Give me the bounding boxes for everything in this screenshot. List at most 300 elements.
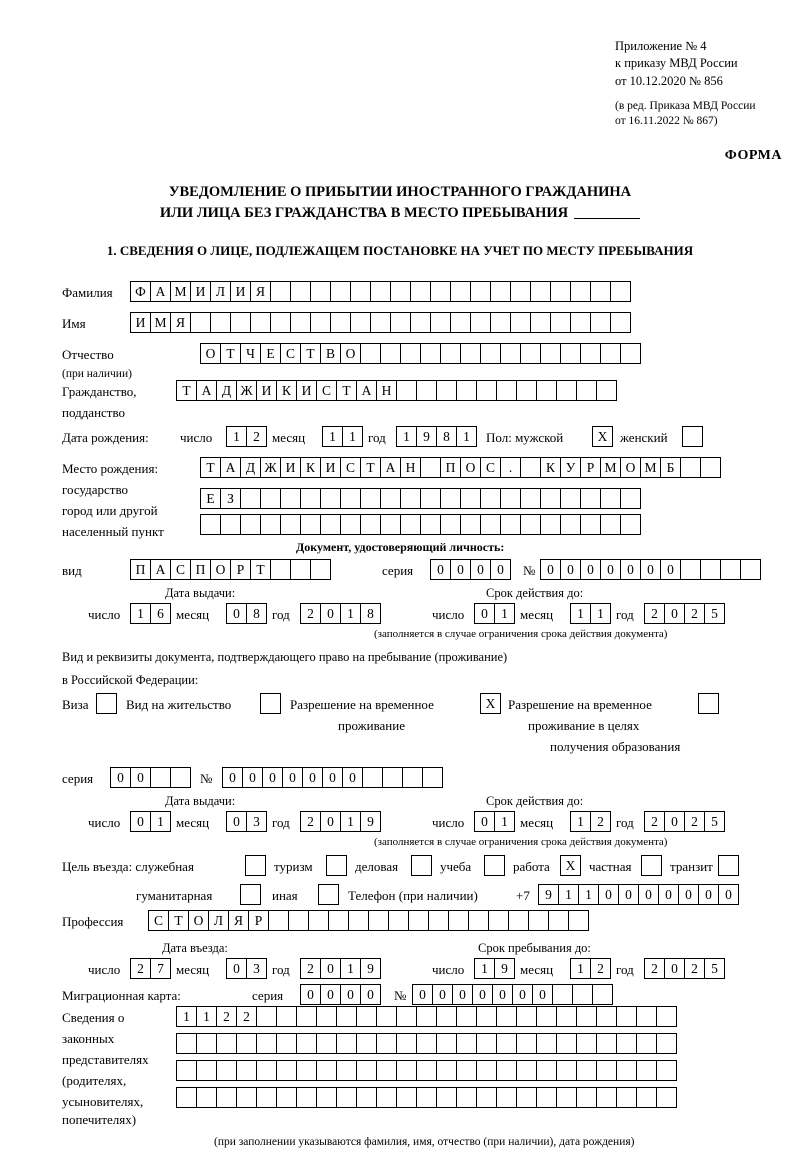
char-cell[interactable]: И <box>320 457 341 478</box>
char-cell[interactable] <box>310 559 331 580</box>
char-cell[interactable] <box>552 984 573 1005</box>
char-cell[interactable] <box>416 1033 437 1054</box>
char-cell[interactable]: Н <box>400 457 421 478</box>
char-cell[interactable] <box>500 488 521 509</box>
char-cell[interactable]: 0 <box>664 958 685 979</box>
char-cell[interactable] <box>620 488 641 509</box>
char-cell[interactable]: Ж <box>260 457 281 478</box>
legal-rep-row-4[interactable] <box>176 1087 676 1108</box>
char-cell[interactable] <box>316 1006 337 1027</box>
char-cell[interactable]: 0 <box>340 984 361 1005</box>
char-cell[interactable]: С <box>148 910 169 931</box>
char-cell[interactable] <box>570 281 591 302</box>
char-cell[interactable] <box>190 312 211 333</box>
stay-until-day-input[interactable] <box>474 958 514 979</box>
purpose-transit-checkbox[interactable] <box>718 855 739 876</box>
char-cell[interactable]: Ж <box>236 380 257 401</box>
char-cell[interactable] <box>560 488 581 509</box>
doc-series-input[interactable] <box>430 559 510 580</box>
char-cell[interactable]: Т <box>300 343 321 364</box>
char-cell[interactable]: 0 <box>222 767 243 788</box>
char-cell[interactable]: 2 <box>300 958 321 979</box>
char-cell[interactable]: 0 <box>262 767 283 788</box>
char-cell[interactable] <box>510 281 531 302</box>
char-cell[interactable] <box>296 1060 317 1081</box>
char-cell[interactable] <box>508 910 529 931</box>
char-cell[interactable]: 0 <box>226 811 247 832</box>
char-cell[interactable] <box>530 312 551 333</box>
char-cell[interactable] <box>436 1033 457 1054</box>
char-cell[interactable] <box>656 1060 677 1081</box>
temp-residence-checkbox[interactable]: X <box>480 693 501 714</box>
char-cell[interactable]: И <box>256 380 277 401</box>
char-cell[interactable]: 1 <box>474 958 495 979</box>
char-cell[interactable]: П <box>190 559 211 580</box>
char-cell[interactable] <box>382 767 403 788</box>
char-cell[interactable] <box>270 312 291 333</box>
char-cell[interactable]: 0 <box>242 767 263 788</box>
phone-input[interactable] <box>538 884 738 905</box>
char-cell[interactable] <box>476 1087 497 1108</box>
char-cell[interactable]: 9 <box>360 811 381 832</box>
char-cell[interactable] <box>360 514 381 535</box>
char-cell[interactable]: 0 <box>282 767 303 788</box>
char-cell[interactable] <box>216 1087 237 1108</box>
stay-until-year-input[interactable] <box>644 958 724 979</box>
char-cell[interactable]: 1 <box>340 811 361 832</box>
char-cell[interactable]: 8 <box>360 603 381 624</box>
profession-input[interactable] <box>148 910 588 931</box>
char-cell[interactable]: О <box>340 343 361 364</box>
char-cell[interactable] <box>456 1060 477 1081</box>
char-cell[interactable] <box>420 488 441 509</box>
char-cell[interactable]: 1 <box>226 426 247 447</box>
char-cell[interactable]: 0 <box>698 884 719 905</box>
char-cell[interactable]: 0 <box>490 559 511 580</box>
doc-kind-input[interactable] <box>130 559 330 580</box>
char-cell[interactable] <box>396 1087 417 1108</box>
migration-card-number-input[interactable] <box>412 984 612 1005</box>
char-cell[interactable] <box>316 1087 337 1108</box>
char-cell[interactable] <box>360 343 381 364</box>
char-cell[interactable] <box>560 514 581 535</box>
char-cell[interactable] <box>576 1006 597 1027</box>
char-cell[interactable]: Е <box>260 343 281 364</box>
char-cell[interactable] <box>556 380 577 401</box>
char-cell[interactable]: 0 <box>678 884 699 905</box>
char-cell[interactable] <box>620 514 641 535</box>
purpose-other-checkbox[interactable] <box>318 884 339 905</box>
char-cell[interactable]: С <box>280 343 301 364</box>
char-cell[interactable] <box>516 1087 537 1108</box>
birth-month-input[interactable] <box>322 426 362 447</box>
char-cell[interactable] <box>290 281 311 302</box>
char-cell[interactable] <box>250 312 271 333</box>
char-cell[interactable] <box>196 1033 217 1054</box>
char-cell[interactable] <box>448 910 469 931</box>
char-cell[interactable]: 0 <box>130 767 151 788</box>
char-cell[interactable] <box>256 1006 277 1027</box>
char-cell[interactable] <box>520 457 541 478</box>
char-cell[interactable] <box>280 514 301 535</box>
char-cell[interactable]: 1 <box>342 426 363 447</box>
char-cell[interactable] <box>356 1006 377 1027</box>
char-cell[interactable] <box>580 514 601 535</box>
char-cell[interactable]: Т <box>220 343 241 364</box>
char-cell[interactable]: 0 <box>560 559 581 580</box>
purpose-study-checkbox[interactable] <box>484 855 505 876</box>
char-cell[interactable] <box>340 488 361 509</box>
char-cell[interactable] <box>550 281 571 302</box>
char-cell[interactable] <box>680 457 701 478</box>
char-cell[interactable] <box>310 281 331 302</box>
char-cell[interactable] <box>636 1087 657 1108</box>
char-cell[interactable] <box>460 488 481 509</box>
char-cell[interactable]: 2 <box>684 811 705 832</box>
char-cell[interactable] <box>656 1087 677 1108</box>
char-cell[interactable] <box>276 1006 297 1027</box>
char-cell[interactable] <box>176 1060 197 1081</box>
char-cell[interactable] <box>560 343 581 364</box>
char-cell[interactable] <box>520 488 541 509</box>
char-cell[interactable]: И <box>280 457 301 478</box>
char-cell[interactable]: 2 <box>644 958 665 979</box>
char-cell[interactable]: П <box>130 559 151 580</box>
char-cell[interactable] <box>656 1006 677 1027</box>
char-cell[interactable] <box>440 488 461 509</box>
char-cell[interactable]: И <box>130 312 151 333</box>
char-cell[interactable] <box>280 488 301 509</box>
char-cell[interactable]: 1 <box>494 811 515 832</box>
entry-month-input[interactable] <box>226 958 266 979</box>
char-cell[interactable] <box>476 1033 497 1054</box>
char-cell[interactable] <box>320 488 341 509</box>
char-cell[interactable]: 3 <box>246 958 267 979</box>
char-cell[interactable] <box>350 312 371 333</box>
citizenship-input[interactable] <box>176 380 616 401</box>
char-cell[interactable]: 1 <box>176 1006 197 1027</box>
char-cell[interactable] <box>260 514 281 535</box>
char-cell[interactable] <box>236 1087 257 1108</box>
char-cell[interactable] <box>700 559 721 580</box>
char-cell[interactable] <box>436 1087 457 1108</box>
char-cell[interactable]: И <box>190 281 211 302</box>
purpose-service-checkbox[interactable] <box>245 855 266 876</box>
char-cell[interactable] <box>480 514 501 535</box>
char-cell[interactable]: 0 <box>600 559 621 580</box>
char-cell[interactable]: 0 <box>620 559 641 580</box>
char-cell[interactable] <box>440 514 461 535</box>
char-cell[interactable]: 0 <box>474 603 495 624</box>
char-cell[interactable] <box>496 1087 517 1108</box>
char-cell[interactable] <box>496 1060 517 1081</box>
char-cell[interactable]: 0 <box>598 884 619 905</box>
char-cell[interactable] <box>396 380 417 401</box>
char-cell[interactable]: 5 <box>704 603 725 624</box>
char-cell[interactable]: 0 <box>302 767 323 788</box>
char-cell[interactable]: 9 <box>416 426 437 447</box>
stay-series-input[interactable] <box>110 767 190 788</box>
char-cell[interactable] <box>410 281 431 302</box>
char-cell[interactable]: О <box>188 910 209 931</box>
char-cell[interactable] <box>430 312 451 333</box>
char-cell[interactable] <box>368 910 389 931</box>
char-cell[interactable] <box>576 1087 597 1108</box>
char-cell[interactable] <box>440 343 461 364</box>
char-cell[interactable] <box>256 1087 277 1108</box>
char-cell[interactable] <box>396 1033 417 1054</box>
char-cell[interactable] <box>556 1060 577 1081</box>
char-cell[interactable]: Т <box>176 380 197 401</box>
char-cell[interactable]: А <box>380 457 401 478</box>
char-cell[interactable] <box>500 343 521 364</box>
char-cell[interactable] <box>236 1060 257 1081</box>
char-cell[interactable]: Т <box>200 457 221 478</box>
char-cell[interactable] <box>476 1006 497 1027</box>
char-cell[interactable] <box>390 312 411 333</box>
char-cell[interactable] <box>276 1087 297 1108</box>
char-cell[interactable]: 0 <box>342 767 363 788</box>
char-cell[interactable] <box>370 312 391 333</box>
char-cell[interactable] <box>316 1060 337 1081</box>
char-cell[interactable] <box>350 281 371 302</box>
char-cell[interactable] <box>616 1033 637 1054</box>
char-cell[interactable]: 2 <box>130 958 151 979</box>
char-cell[interactable] <box>550 312 571 333</box>
char-cell[interactable] <box>596 1033 617 1054</box>
char-cell[interactable] <box>196 1087 217 1108</box>
char-cell[interactable]: 0 <box>360 984 381 1005</box>
char-cell[interactable] <box>700 457 721 478</box>
char-cell[interactable]: 0 <box>618 884 639 905</box>
char-cell[interactable] <box>420 514 441 535</box>
char-cell[interactable] <box>290 559 311 580</box>
legal-rep-row-2[interactable] <box>176 1033 676 1054</box>
sex-male-checkbox[interactable]: X <box>592 426 613 447</box>
char-cell[interactable] <box>456 1033 477 1054</box>
char-cell[interactable]: К <box>300 457 321 478</box>
char-cell[interactable] <box>270 559 291 580</box>
char-cell[interactable]: 2 <box>300 603 321 624</box>
char-cell[interactable]: М <box>150 312 171 333</box>
char-cell[interactable] <box>420 457 441 478</box>
char-cell[interactable]: 1 <box>570 958 591 979</box>
char-cell[interactable]: 0 <box>470 559 491 580</box>
stay-issue-month-input[interactable] <box>226 811 266 832</box>
doc-issue-day-input[interactable] <box>130 603 170 624</box>
char-cell[interactable]: 8 <box>246 603 267 624</box>
char-cell[interactable]: П <box>440 457 461 478</box>
birth-year-input[interactable] <box>396 426 476 447</box>
char-cell[interactable] <box>540 343 561 364</box>
char-cell[interactable]: Я <box>228 910 249 931</box>
char-cell[interactable]: С <box>170 559 191 580</box>
char-cell[interactable]: 0 <box>130 811 151 832</box>
char-cell[interactable]: . <box>500 457 521 478</box>
char-cell[interactable] <box>196 1060 217 1081</box>
char-cell[interactable] <box>240 514 261 535</box>
char-cell[interactable]: Л <box>208 910 229 931</box>
char-cell[interactable] <box>610 281 631 302</box>
char-cell[interactable]: 1 <box>150 811 171 832</box>
char-cell[interactable]: 2 <box>590 958 611 979</box>
char-cell[interactable]: М <box>640 457 661 478</box>
char-cell[interactable] <box>536 1060 557 1081</box>
char-cell[interactable]: 1 <box>570 603 591 624</box>
char-cell[interactable] <box>330 312 351 333</box>
char-cell[interactable]: 0 <box>110 767 131 788</box>
char-cell[interactable]: 0 <box>432 984 453 1005</box>
char-cell[interactable] <box>430 281 451 302</box>
char-cell[interactable] <box>576 380 597 401</box>
char-cell[interactable] <box>410 312 431 333</box>
char-cell[interactable]: А <box>150 559 171 580</box>
purpose-tourism-checkbox[interactable] <box>326 855 347 876</box>
char-cell[interactable]: С <box>316 380 337 401</box>
char-cell[interactable] <box>460 343 481 364</box>
char-cell[interactable] <box>556 1087 577 1108</box>
char-cell[interactable] <box>500 514 521 535</box>
char-cell[interactable]: 1 <box>340 958 361 979</box>
char-cell[interactable] <box>400 343 421 364</box>
name-input[interactable] <box>130 312 630 333</box>
char-cell[interactable] <box>616 1087 637 1108</box>
char-cell[interactable] <box>570 312 591 333</box>
char-cell[interactable] <box>356 1060 377 1081</box>
char-cell[interactable]: К <box>540 457 561 478</box>
char-cell[interactable]: 0 <box>658 884 679 905</box>
char-cell[interactable] <box>616 1060 637 1081</box>
char-cell[interactable] <box>616 1006 637 1027</box>
char-cell[interactable] <box>380 343 401 364</box>
char-cell[interactable] <box>536 1087 557 1108</box>
char-cell[interactable]: Т <box>168 910 189 931</box>
char-cell[interactable] <box>596 1087 617 1108</box>
visa-checkbox[interactable] <box>96 693 117 714</box>
char-cell[interactable] <box>528 910 549 931</box>
char-cell[interactable]: 0 <box>452 984 473 1005</box>
char-cell[interactable] <box>610 312 631 333</box>
char-cell[interactable] <box>276 1033 297 1054</box>
char-cell[interactable] <box>408 910 429 931</box>
char-cell[interactable] <box>402 767 423 788</box>
char-cell[interactable]: 7 <box>150 958 171 979</box>
char-cell[interactable]: Р <box>248 910 269 931</box>
char-cell[interactable]: О <box>200 343 221 364</box>
char-cell[interactable] <box>580 488 601 509</box>
char-cell[interactable] <box>420 343 441 364</box>
char-cell[interactable]: 0 <box>664 603 685 624</box>
entry-day-input[interactable] <box>130 958 170 979</box>
char-cell[interactable] <box>336 1087 357 1108</box>
char-cell[interactable] <box>600 514 621 535</box>
char-cell[interactable] <box>568 910 589 931</box>
char-cell[interactable]: З <box>220 488 241 509</box>
char-cell[interactable]: 9 <box>360 958 381 979</box>
char-cell[interactable]: 2 <box>684 958 705 979</box>
char-cell[interactable]: 0 <box>532 984 553 1005</box>
char-cell[interactable] <box>320 514 341 535</box>
char-cell[interactable] <box>510 312 531 333</box>
char-cell[interactable] <box>200 514 221 535</box>
char-cell[interactable]: 1 <box>322 426 343 447</box>
char-cell[interactable]: 5 <box>704 958 725 979</box>
char-cell[interactable] <box>536 1006 557 1027</box>
char-cell[interactable] <box>416 1060 437 1081</box>
char-cell[interactable] <box>456 380 477 401</box>
char-cell[interactable]: Б <box>660 457 681 478</box>
char-cell[interactable]: 9 <box>494 958 515 979</box>
char-cell[interactable] <box>176 1033 197 1054</box>
char-cell[interactable]: 5 <box>704 811 725 832</box>
stay-issue-year-input[interactable] <box>300 811 380 832</box>
char-cell[interactable]: 0 <box>300 984 321 1005</box>
char-cell[interactable] <box>310 312 331 333</box>
char-cell[interactable]: Ф <box>130 281 151 302</box>
char-cell[interactable]: 0 <box>320 958 341 979</box>
char-cell[interactable] <box>488 910 509 931</box>
char-cell[interactable] <box>290 312 311 333</box>
char-cell[interactable]: 0 <box>640 559 661 580</box>
char-cell[interactable] <box>636 1033 657 1054</box>
char-cell[interactable] <box>450 281 471 302</box>
char-cell[interactable]: 2 <box>300 811 321 832</box>
char-cell[interactable] <box>216 1033 237 1054</box>
char-cell[interactable] <box>576 1060 597 1081</box>
char-cell[interactable] <box>240 488 261 509</box>
char-cell[interactable]: 2 <box>236 1006 257 1027</box>
char-cell[interactable] <box>592 984 613 1005</box>
char-cell[interactable]: 2 <box>590 811 611 832</box>
char-cell[interactable] <box>400 488 421 509</box>
char-cell[interactable] <box>260 488 281 509</box>
char-cell[interactable] <box>356 1087 377 1108</box>
char-cell[interactable] <box>620 343 641 364</box>
char-cell[interactable] <box>516 1006 537 1027</box>
char-cell[interactable] <box>236 1033 257 1054</box>
char-cell[interactable]: Н <box>376 380 397 401</box>
char-cell[interactable] <box>388 910 409 931</box>
char-cell[interactable]: 1 <box>396 426 417 447</box>
stay-number-input[interactable] <box>222 767 442 788</box>
char-cell[interactable] <box>470 281 491 302</box>
char-cell[interactable] <box>276 1060 297 1081</box>
char-cell[interactable]: Я <box>250 281 271 302</box>
char-cell[interactable] <box>476 380 497 401</box>
char-cell[interactable]: 1 <box>196 1006 217 1027</box>
purpose-private-checkbox[interactable] <box>641 855 662 876</box>
char-cell[interactable] <box>548 910 569 931</box>
doc-valid-year-input[interactable] <box>644 603 724 624</box>
char-cell[interactable] <box>636 1060 657 1081</box>
char-cell[interactable]: Т <box>336 380 357 401</box>
char-cell[interactable]: 0 <box>412 984 433 1005</box>
doc-valid-day-input[interactable] <box>474 603 514 624</box>
char-cell[interactable]: 0 <box>492 984 513 1005</box>
birth-day-input[interactable] <box>226 426 266 447</box>
char-cell[interactable] <box>348 910 369 931</box>
char-cell[interactable] <box>396 1060 417 1081</box>
char-cell[interactable] <box>596 380 617 401</box>
char-cell[interactable] <box>596 1060 617 1081</box>
char-cell[interactable] <box>600 343 621 364</box>
char-cell[interactable] <box>380 514 401 535</box>
purpose-business-checkbox[interactable] <box>411 855 432 876</box>
stay-valid-month-input[interactable] <box>570 811 610 832</box>
char-cell[interactable] <box>316 1033 337 1054</box>
char-cell[interactable]: В <box>320 343 341 364</box>
char-cell[interactable] <box>220 514 241 535</box>
